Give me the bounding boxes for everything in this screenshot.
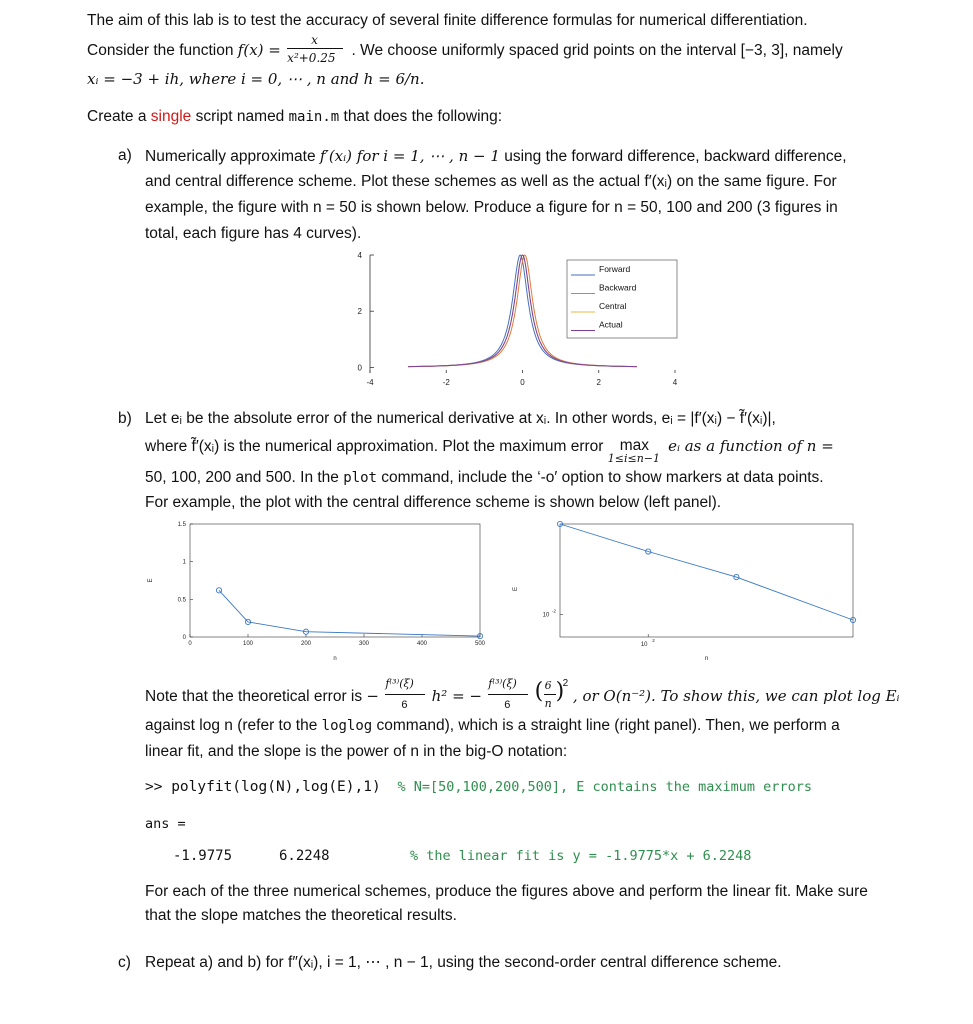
note-line-2-pre: against log n (refer to the [145,717,322,734]
chart1-legend-label: Actual [599,319,623,330]
note-frac-a [383,677,427,711]
intro-line-3: xᵢ = −3 + ih, where i = 0, ⋯ , n and h = 6/n. [87,70,425,88]
chart1-x-tick-label: -4 [366,378,374,387]
part-c-label: c) [118,954,131,971]
error-linear-chart [140,514,500,664]
loglog-command: loglog [321,718,373,734]
closing-line-1: For each of the three numerical schemes, produce the figures above and perform the linear fit. Make sure [145,883,868,900]
chart1-legend-label: Central [599,301,627,311]
part-a-label: a) [118,147,132,164]
chart1-y-tick-label: 4 [357,251,362,260]
note-frac-b-den: 6 [504,699,511,711]
note-paren-left: ( [534,679,544,704]
note-paren-num: 6 [544,679,552,692]
intro-line-1: The aim of this lab is to test the accuracy of several finite difference formulas for numerical differentiation. [87,12,808,29]
plot-command: plot [343,470,377,486]
part-b-label: b) [118,410,132,427]
chart3-y-tick-exp: -2 [552,608,557,614]
note-frac-b [486,677,530,711]
part-a-line-1-post: using the forward difference, backward difference, [499,148,847,165]
part-b-line-2-pre: where f̃′(xᵢ) is the numerical approximation. Plot the maximum error [145,438,604,455]
code-ans: ans = [145,816,186,832]
part-a-line-3: example, the figure with n = 50 is shown below. Produce a figure for n = 50, 100 and 200 (3 figures in [145,199,838,216]
create-mid: script named [191,108,289,125]
note-minus: − [366,687,379,705]
chart2-x-tick-label: 500 [474,641,486,647]
chart2-axes [148,522,486,662]
part-b-line-4: For example, the plot with the central difference scheme is shown below (left panel). [145,494,722,511]
chart1-legend-label: Forward [599,264,631,274]
note-paren-power: 2 [562,678,569,689]
note-frac-a-num: f⁽³⁾(ξ) [385,677,414,690]
chart2-point [216,588,221,593]
chart3-series [557,521,855,622]
chart3-x-tick-exp: 2 [652,638,655,643]
max-word: max [619,437,650,454]
create-pre: Create a [87,108,151,125]
chart2-x-tick-label: 100 [242,641,254,647]
code-comment-2: % the linear fit is y = -1.9775*x + 6.2248 [410,848,752,864]
chart1-y-tick-label: 0 [357,363,362,373]
chart3-x-tick-label: 10 [640,642,648,648]
note-post: , or O(n⁻²). To show this, we can plot log Eᵢ [572,687,900,705]
part-a-line-2: and central difference scheme. Plot these schemes as well as the actual f′(xᵢ) on the same figure. For [145,173,837,190]
intro-line-2-post: . We choose uniformly spaced grid points on the interval [−3, 3], namely [351,42,843,59]
part-a-line-4: total, each figure has 4 curves). [145,225,362,242]
fraction-numerator: x [311,33,318,47]
part-b-line-3-pre: 50, 100, 200 and 500. In the [145,469,344,486]
part-b-line-2-post: eᵢ as a function of n = [668,437,834,455]
note-line-2 [145,716,840,736]
max-subscript: 1≤i≤n−1 [607,452,661,465]
chart1-x-tick-label: 0 [520,378,525,387]
note-line-2-post: command), which is a straight line (right panel). Then, we perform a [372,717,840,734]
note-h2: h² = − [431,687,482,705]
chart1-y-tick-label: 2 [357,307,362,317]
code-command: >> polyfit(log(N),log(E),1) [145,779,381,795]
chart1-x-tick-label: 2 [596,378,601,387]
chart2-x-label: n [333,656,337,662]
chart3-axes [513,524,853,662]
chart1-legend [567,260,677,338]
note-frac-a-den: 6 [401,699,408,711]
single-highlight: single [150,108,192,125]
note-frac-b-num: f⁽³⁾(ξ) [488,677,517,690]
chart2-y-tick-label: 0 [182,635,186,641]
derivative-comparison-chart [330,245,700,395]
code-command-line [145,777,812,797]
part-b-line-3 [145,468,824,488]
function-label: f(x) = [237,41,281,59]
note-line-1 [145,677,900,711]
error-loglog-chart [505,514,870,664]
chart2-y-label: E [148,578,154,583]
intro-line-2-pre: Consider the function [87,42,234,59]
chart2-x-tick-label: 300 [358,641,370,647]
script-name: main.m [288,109,340,125]
create-line [87,107,502,127]
chart3-y-tick-label: 10 [542,612,550,619]
note-paren-right: ) [555,679,565,704]
closing-line-2: that the slope matches the theoretical results. [145,907,457,924]
chart2-y-tick-label: 1.5 [177,522,186,528]
part-a-derivative: f′(xᵢ) for i = 1, ⋯ , n − 1 [319,147,500,165]
part-b-line-1: Let eᵢ be the absolute error of the numerical derivative at xᵢ. In other words, eᵢ = |f′(xᵢ) − f̃′(xᵢ)|, [145,410,776,427]
note-paren [534,678,569,710]
chart2-x-tick-label: 0 [188,641,192,647]
chart1-x-tick-label: -2 [442,378,450,387]
max-operator [607,436,664,465]
chart2-y-tick-label: 0.5 [177,597,186,604]
chart2-y-tick-label: 1 [182,559,186,566]
chart3-x-label: n [704,656,709,662]
part-a-line-1 [145,146,847,167]
chart2-x-tick-label: 200 [300,641,312,647]
part-b-line-2 [145,436,834,465]
chart3-series-line [560,524,853,620]
create-post: that does the following: [339,108,503,125]
note-paren-den: n [544,697,552,710]
chart1-x-tick-label: 4 [672,378,678,387]
code-comment: % N=[50,100,200,500], E contains the maximum errors [397,779,812,795]
chart2-series-line [219,590,480,636]
note-pre: Note that the theoretical error is [145,688,363,705]
part-b-line-3-post: command, include the ‘-o′ option to show markers at data points. [376,469,824,486]
chart2-frame [190,524,480,637]
chart2-x-tick-label: 400 [416,641,428,647]
chart3-y-label: E [513,586,519,592]
note-line-3: linear fit, and the slope is the power of n in the big-O notation: [145,743,568,760]
part-a-line-1-pre: Numerically approximate [145,148,320,165]
chart1-legend-label: Backward [599,282,637,293]
code-result-1: -1.9775 [173,848,233,864]
fraction-denominator: x²+0.25 [287,51,336,65]
intro-line-2 [87,33,843,65]
chart3-frame [560,524,853,637]
code-result-2: 6.2248 [279,848,330,864]
part-c-text: Repeat a) and b) for f″(xᵢ), i = 1, ⋯ , n − 1, using the second-order central difference scheme. [145,954,782,971]
function-fraction [285,33,347,65]
chart2-series [216,588,482,639]
